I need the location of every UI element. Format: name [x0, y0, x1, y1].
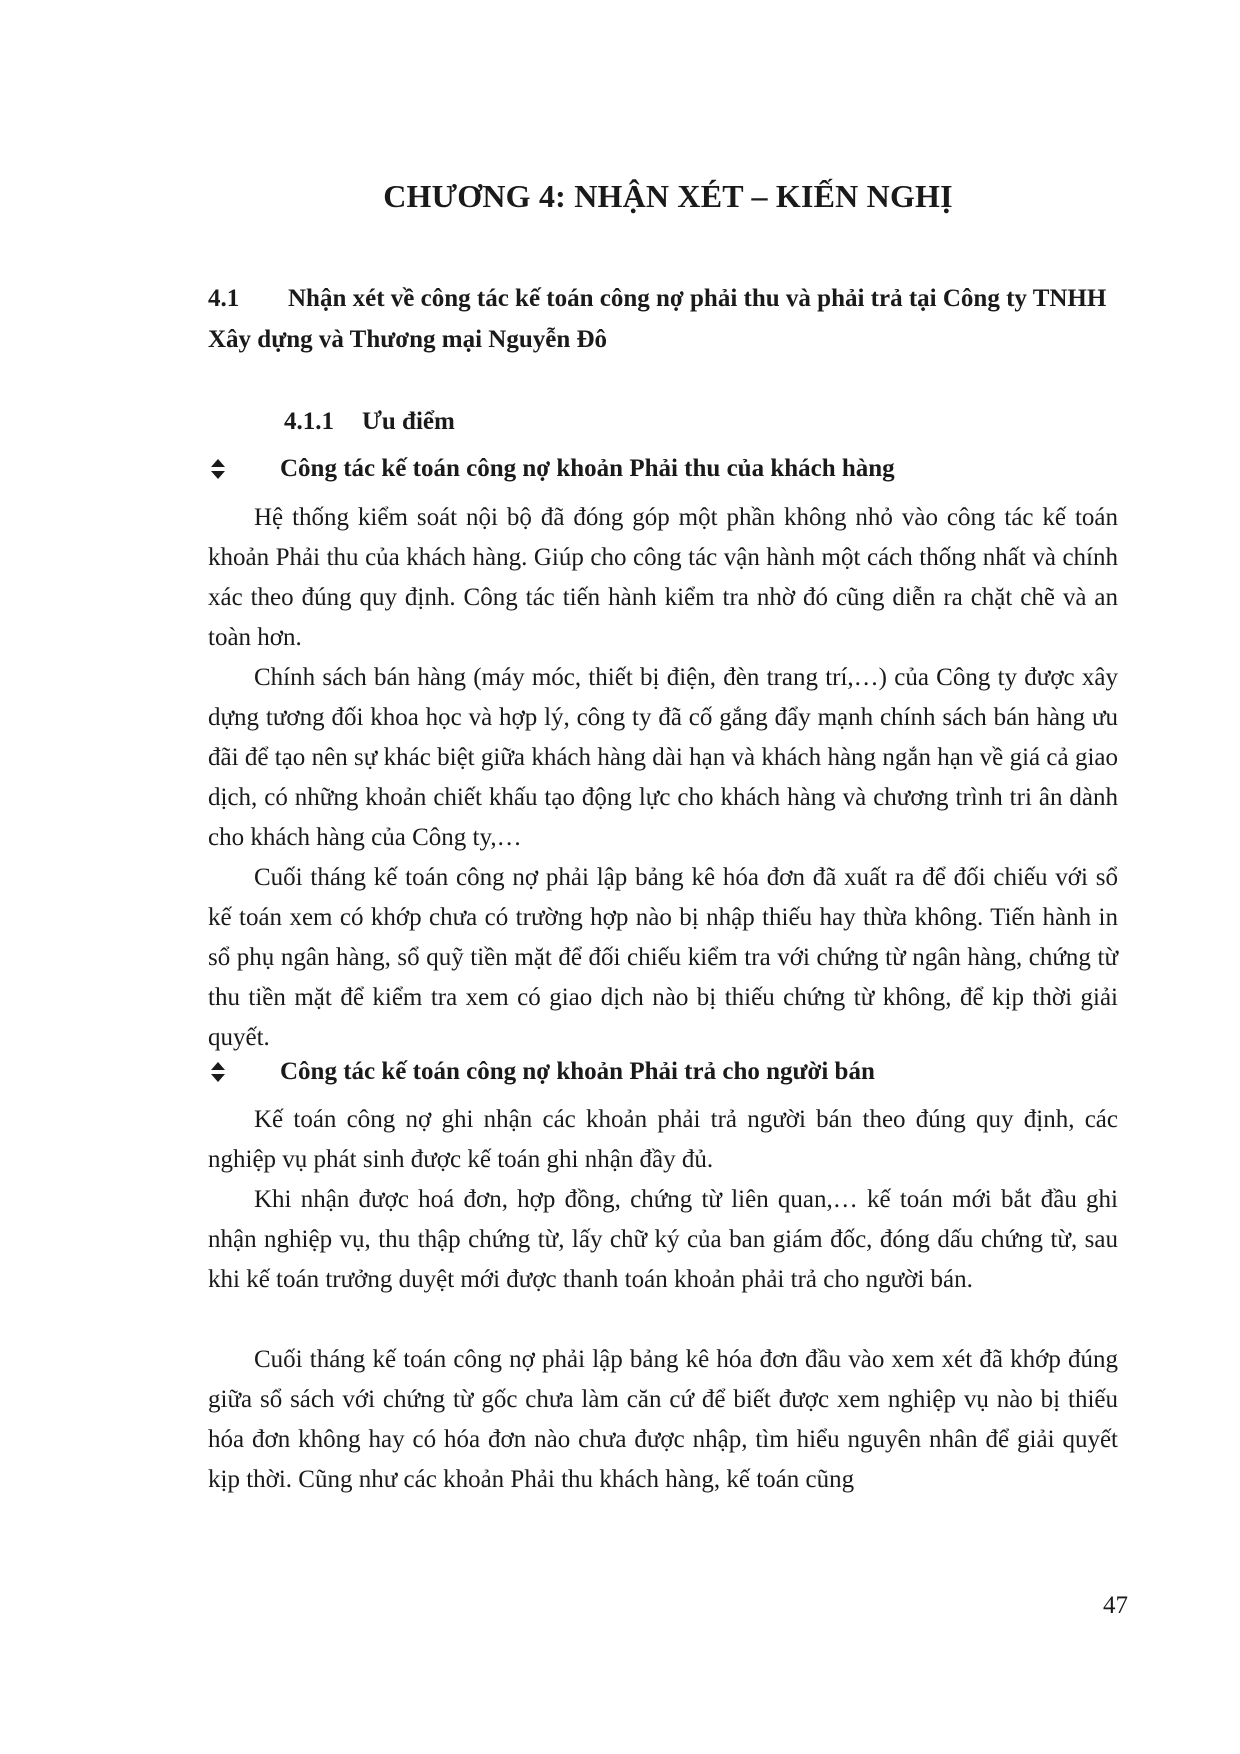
document-page [208, 0, 1128, 1754]
bullet-heading-payables [208, 1058, 875, 1086]
subsection-heading [284, 408, 455, 436]
subsection-number: 4.1.1 [284, 408, 334, 435]
paragraph: Cuối tháng kế toán công nợ phải lập bảng kê hóa đơn đã xuất ra để đối chiếu với sổ kế toán xem có khớp chưa có trường hợp nào bị nhập thiếu hay thừa không. Tiến hành in sổ phụ ngân hàng, sổ quỹ tiền mặt để đối chiếu kiểm tra với chứng từ ngân hàng, chứng từ thu tiền mặt để kiểm tra xem có giao dịch nào bị thiếu chứng từ không, để kịp thời giải quyết. [208, 864, 1118, 1051]
page-number: 47 [1103, 1592, 1128, 1619]
section-title: Nhận xét về công tác kế toán công nợ phải thu và phải trả tại Công ty TNHH Xây dựng và Thương mại Nguyễn Đô [208, 285, 1107, 353]
up-down-arrow-icon [210, 1060, 226, 1084]
section-number: 4.1 [208, 285, 240, 312]
bullet-heading-receivables [208, 455, 895, 483]
bullet-title: Công tác kế toán công nợ khoản Phải thu của khách hàng [280, 455, 895, 482]
paragraph: Chính sách bán hàng (máy móc, thiết bị điện, đèn trang trí,…) của Công ty được xây dựng tương đối khoa học và hợp lý, công ty đã cố gắng đẩy mạnh chính sách bán hàng ưu đãi để tạo nên sự khác biệt giữa khách hàng dài hạn và khách hàng ngắn hạn về giá cả giao dịch, có những khoản chiết khấu tạo động lực cho khách hàng và chương trình tri ân dành cho khách hàng của Công ty,… [208, 664, 1118, 851]
bullet-title: Công tác kế toán công nợ khoản Phải trả cho người bán [280, 1058, 875, 1085]
chapter-title: CHƯƠNG 4: NHẬN XÉT – KIẾN NGHỊ [383, 178, 953, 214]
paragraph: Hệ thống kiểm soát nội bộ đã đóng góp một phần không nhỏ vào công tác kế toán khoản Phải thu của khách hàng. Giúp cho công tác vận hành một cách thống nhất và chính xác theo đúng quy định. Công tác tiến hành kiểm tra nhờ đó cũng diễn ra chặt chẽ và an toàn hơn. [208, 504, 1118, 651]
up-down-arrow-icon [210, 457, 226, 481]
section-heading [208, 278, 1128, 360]
paragraph: Khi nhận được hoá đơn, hợp đồng, chứng từ liên quan,… kế toán mới bắt đầu ghi nhận nghiệp vụ, thu thập chứng từ, lấy chữ ký của ban giám đốc, đóng dấu chứng từ, sau khi kế toán trưởng duyệt mới được thanh toán khoản phải trả cho người bán. [208, 1186, 1118, 1293]
subsection-title: Ưu điểm [362, 408, 455, 435]
paragraph: Kế toán công nợ ghi nhận các khoản phải trả người bán theo đúng quy định, các nghiệp vụ phát sinh được kế toán ghi nhận đầy đủ. [208, 1106, 1118, 1173]
paragraph: Cuối tháng kế toán công nợ phải lập bảng kê hóa đơn đầu vào xem xét đã khớp đúng giữa sổ sách với chứng từ gốc chưa làm căn cứ để biết được xem nghiệp vụ nào bị thiếu hóa đơn không hay có hóa đơn nào chưa được nhập, tìm hiểu nguyên nhân để giải quyết kịp thời. Cũng như các khoản Phải thu khách hàng, kế toán cũng [208, 1346, 1118, 1493]
